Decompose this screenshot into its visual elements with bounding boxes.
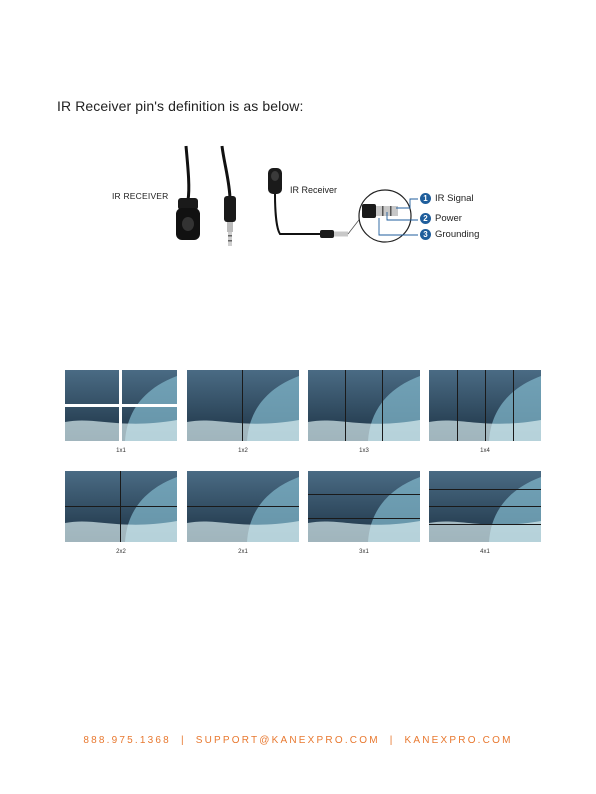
layout-label: 1x4 (480, 448, 490, 454)
footer-email-link[interactable]: SUPPORT@KANEXPRO.COM (195, 735, 380, 746)
layout-label: 1x1 (116, 448, 126, 454)
layout-label: 2x1 (238, 549, 248, 555)
pin-label: Power (435, 213, 462, 224)
layout-thumb-1x3 (308, 370, 420, 441)
ir-receiver-label: IR Receiver (290, 185, 338, 195)
layout-thumb-2x1 (187, 471, 299, 542)
layout-thumb-3x1 (308, 471, 420, 542)
layout-thumb-4x1 (429, 471, 541, 542)
layout-thumb-1x1 (65, 370, 177, 441)
ir-receiver-figure (100, 138, 500, 268)
layout-thumb-2x2 (65, 471, 177, 542)
section-heading: IR Receiver pin's definition is as below: (57, 98, 304, 114)
pin-2-row (420, 213, 462, 224)
layout-thumb-1x2 (187, 370, 299, 441)
footer-separator: | (389, 735, 395, 746)
pin-label: IR Signal (435, 193, 474, 204)
ir-receiver-caption: IR RECEIVER (112, 191, 169, 201)
layout-label: 1x2 (238, 448, 248, 454)
pin-number-badge: 1 (420, 193, 431, 204)
pin-label: Grounding (435, 229, 480, 240)
layout-label: 2x2 (116, 549, 126, 555)
layout-label: 4x1 (480, 549, 490, 555)
pin-1-row (420, 193, 474, 204)
pin-number-badge: 3 (420, 229, 431, 240)
page-footer (0, 735, 596, 746)
layout-thumb-1x4 (429, 370, 541, 441)
pin-number-badge: 2 (420, 213, 431, 224)
footer-phone: 888.975.1368 (83, 735, 171, 746)
layout-label: 1x3 (359, 448, 369, 454)
footer-site-link[interactable]: KANEXPRO.COM (404, 735, 513, 746)
footer-separator: | (180, 735, 186, 746)
layout-label: 3x1 (359, 549, 369, 555)
pin-3-row (420, 229, 479, 240)
